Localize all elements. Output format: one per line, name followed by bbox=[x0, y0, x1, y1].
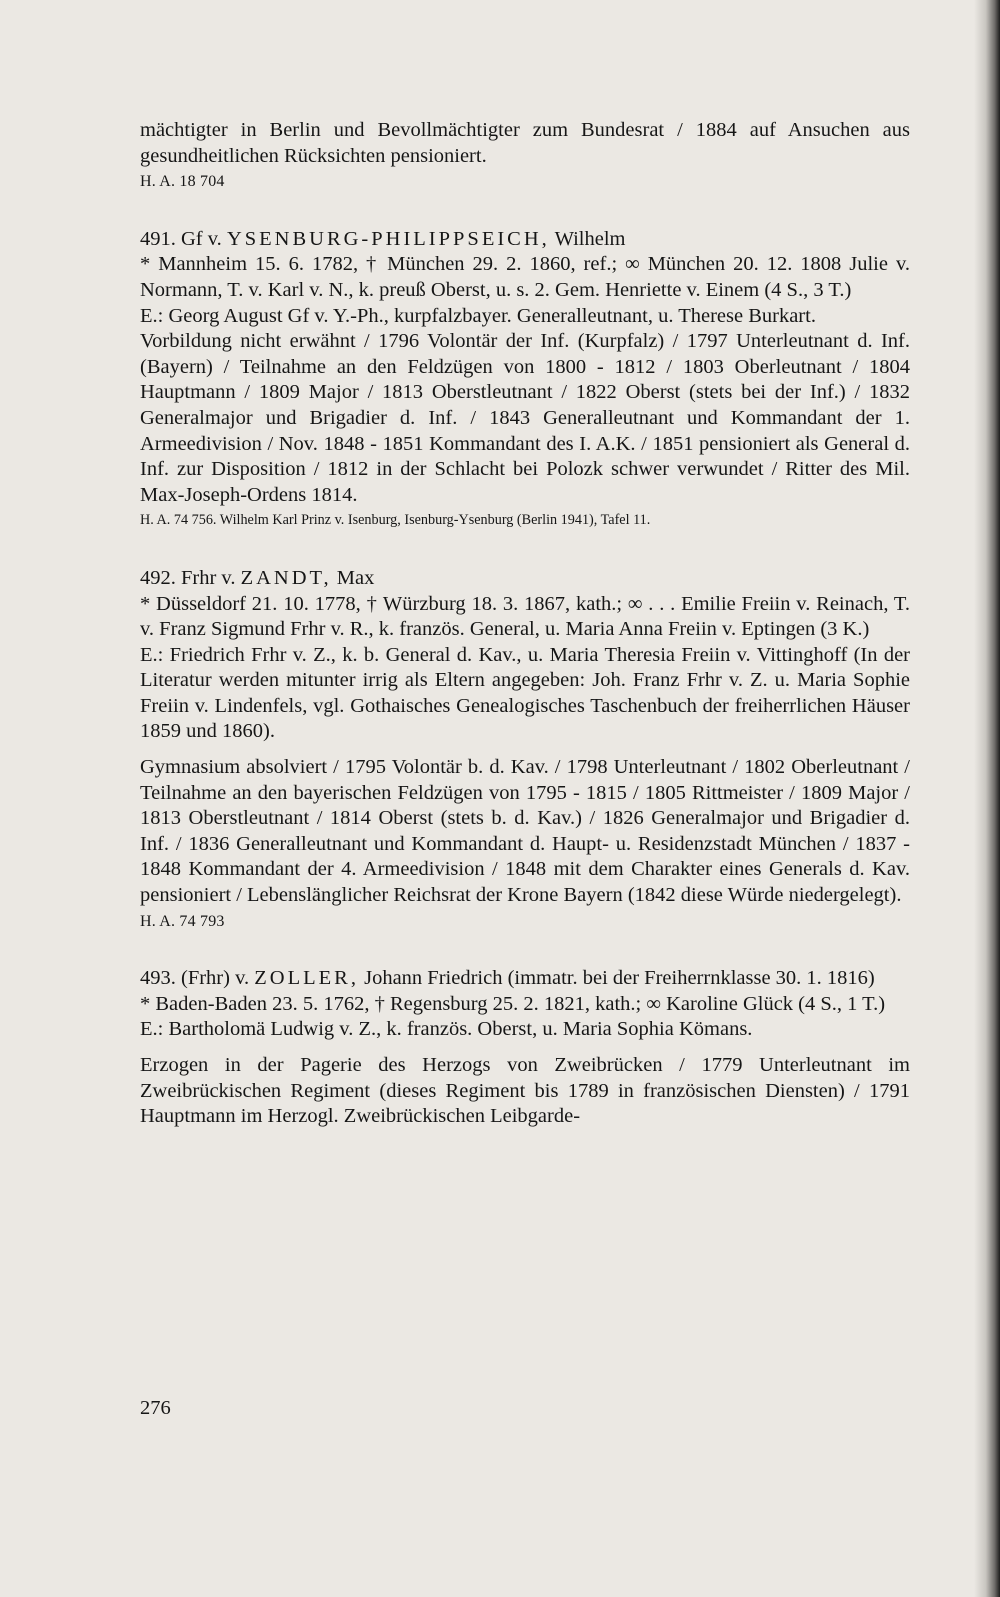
entry-heading bbox=[140, 566, 910, 592]
entry-given-name: Wilhelm bbox=[554, 227, 626, 250]
entry-parents: E.: Georg August Gf v. Y.-Ph., kurpfalzbayer. Generalleutnant, u. Therese Burkart. bbox=[140, 304, 816, 327]
intro-reference: H. A. 18 704 bbox=[140, 173, 225, 191]
entry-number: 491. bbox=[140, 227, 176, 250]
entry-title: Gf v. bbox=[181, 227, 222, 250]
entry-493 bbox=[140, 966, 910, 1130]
entry-birth: * Baden-Baden 23. 5. 1762, † Regensburg 25. 2. 1821, kath.; ∞ Karoline Glück (4 S., 1 T.) bbox=[140, 992, 886, 1015]
entry-career: Gymnasium absolviert / 1795 Volontär b. d. Kav. / 1798 Unterleutnant / 1802 Oberleutnant / Teilnahme an den bayerischen Feldzügen von 1795 - 1815 / 1805 Rittmeister / 1809 Major / 1813 Oberstleutnant / 1814 Oberst (stets b. d. Kav.) / 1826 Generalmajor und Brigadier d. Inf. / 1836 Generalleutnant und Kommandant d. Haupt- u. Residenzstadt München / 1837 - 1848 Kommandant der 4. Armeedivision / 1848 mit dem Charakter eines Generals d. Kav. pensioniert / Lebenslänglicher Reichsrat der Krone Bayern (1842 diese Würde niedergelegt). bbox=[140, 756, 910, 907]
entry-surname: YSENBURG-PHILIPPSEICH, bbox=[226, 227, 550, 250]
entry-given-name: Johann Friedrich (immatr. bei der Freiherrnklasse 30. 1. 1816) bbox=[364, 967, 875, 990]
entry-number: 492. bbox=[140, 566, 176, 589]
entry-surname: ZOLLER, bbox=[254, 967, 359, 990]
entry-reference: H. A. 74 756. Wilhelm Karl Prinz v. Isenburg, Isenburg-Ysenburg (Berlin 1941), Tafel 11. bbox=[140, 512, 651, 529]
page-number: 276 bbox=[140, 1397, 171, 1419]
page-text-block bbox=[140, 118, 910, 1130]
entry-title: Frhr v. bbox=[181, 566, 236, 589]
entry-491 bbox=[140, 227, 910, 534]
entry-birth: * Düsseldorf 21. 10. 1778, † Würzburg 18. 3. 1867, kath.; ∞ . . . Emilie Freiin v. Reinach, T. v. Franz Sigmund Frhr v. R., k. französ. General, u. Maria Anna Freiin v. Eptingen (3 K.) bbox=[140, 592, 910, 641]
entry-given-name: Max bbox=[336, 566, 375, 589]
entry-heading bbox=[140, 227, 910, 253]
intro-text: mächtigter in Berlin und Bevollmächtigter zum Bundesrat / 1884 auf Ansuchen aus gesundheitlichen Rücksichten pensioniert. bbox=[140, 119, 910, 167]
page-binding-shadow bbox=[974, 0, 1000, 1597]
entry-parents: E.: Bartholomä Ludwig v. Z., k. französ. Oberst, u. Maria Sophia Kömans. bbox=[140, 1018, 753, 1041]
entry-number: 493. bbox=[140, 967, 176, 990]
entry-reference: H. A. 74 793 bbox=[140, 912, 225, 930]
entry-surname: ZANDT, bbox=[240, 566, 332, 589]
entry-492 bbox=[140, 566, 910, 934]
entry-heading bbox=[140, 966, 910, 992]
entry-birth: * Mannheim 15. 6. 1782, † München 29. 2. 1860, ref.; ∞ München 20. 12. 1808 Julie v. Normann, T. v. Karl v. N., k. preuß Oberst, u. s. 2. Gem. Henriette v. Einem (4 S., 3 T.) bbox=[140, 253, 910, 301]
entry-career: Erzogen in der Pagerie des Herzogs von Zweibrücken / 1779 Unterleutnant im Zweibrückischen Regiment (dieses Regiment bis 1789 in französischen Diensten) / 1791 Hauptmann im Herzogl. Zweibrückischen Leibgarde- bbox=[140, 1054, 910, 1128]
entry-career: Vorbildung nicht erwähnt / 1796 Volontär der Inf. (Kurpfalz) / 1797 Unterleutnant d. Inf. (Bayern) / Teilnahme an den Feldzügen von 1800 - 1812 / 1803 Oberleutnant / 1804 Hauptmann / 1809 Major / 1813 Oberstleutnant / 1822 Oberst (stets bei der Inf.) / 1832 Generalmajor und Brigadier d. Inf. / 1843 Generalleutnant und Kommandant der 1. Armeedivision / Nov. 1848 - 1851 Kommandant des I. A.K. / 1851 pensioniert als General d. Inf. zur Disposition / 1812 in der Schlacht bei Polozk schwer verwundet / Ritter des Mil. Max-Joseph-Ordens 1814. bbox=[140, 330, 910, 506]
entry-title: (Frhr) v. bbox=[181, 967, 250, 990]
entry-parents: E.: Friedrich Frhr v. Z., k. b. General d. Kav., u. Maria Theresia Freiin v. Vittinghoff (In der Literatur werden mitunter irrig als Eltern angegeben: Joh. Franz Frhr v. Z. u. Maria Sophie Freiin v. Lindenfels, vgl. Gothaisches Genealogisches Taschenbuch der freiherrlichen Häuser 1859 und 1860). bbox=[140, 643, 910, 743]
